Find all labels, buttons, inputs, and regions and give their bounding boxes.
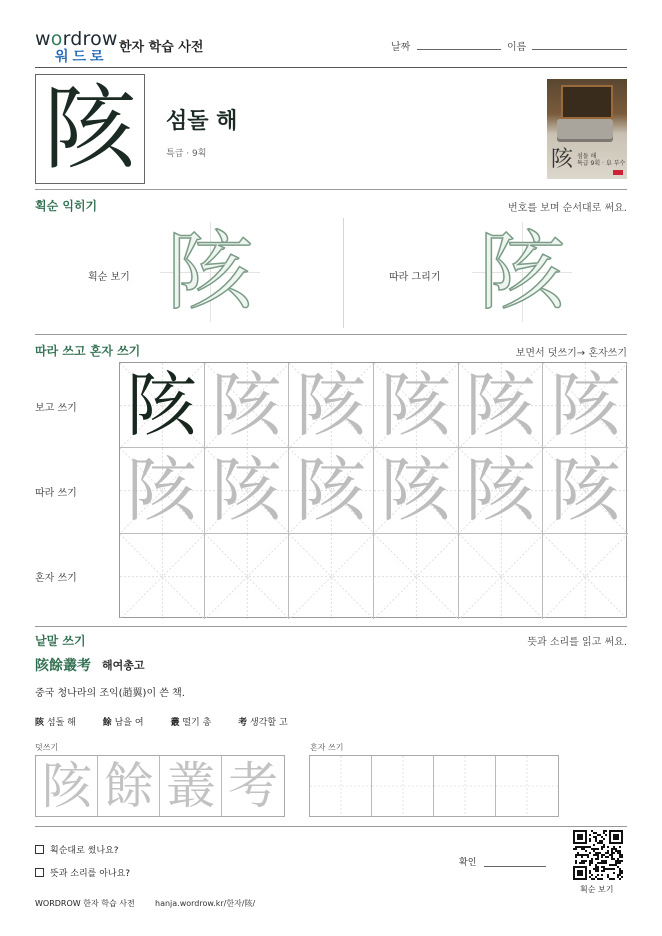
photo-caption-line: 특급 9획 · 阜 부수 [577,160,626,167]
writing-cell[interactable] [289,363,374,448]
photo-character: 陔 [551,147,574,172]
part-char: 叢 [170,718,180,728]
section-divider [35,189,627,190]
logo-subtext: 워드로 [55,49,108,65]
vocab-trace-cell[interactable] [98,756,160,816]
trace-character: 陔 [380,449,451,532]
cell-guide-lines [310,756,372,816]
trace-character: 陔 [465,364,536,446]
stroke-divider [343,218,344,328]
checklist-item-meaning[interactable] [35,866,130,879]
confirm-signature-line [484,866,546,867]
vocab-section-note: 뜻과 소리를 읽고 써요. [527,637,627,648]
vocab-trace-cell[interactable] [36,756,98,816]
checklist-text: 뜻과 소리를 아나요? [50,869,131,879]
date-label: 날짜 [391,42,411,53]
vocab-trace-char: 叢 [166,757,216,815]
name-label: 이름 [507,42,527,53]
stroke-trace-character: 陔 [479,222,565,322]
character-photo [547,79,627,179]
logo-text-part: o [50,28,63,50]
logo-text-part: rdrow [62,28,118,50]
cell-guide-lines [205,534,290,619]
part-meaning: 섬돌 해 [46,718,76,728]
writing-cell[interactable] [374,363,459,448]
trace-character: 陔 [211,449,282,532]
model-character: 陔 [126,364,197,446]
vocab-trace-cell[interactable] [160,756,222,816]
writing-grid [119,362,627,618]
writing-section-title: 따라 쓰고 혼자 쓰기 [35,344,141,358]
writing-cell[interactable] [205,363,290,448]
checklist-item-stroke-order[interactable] [35,843,119,856]
writing-cell[interactable] [120,448,205,533]
vocab-trace-char: 考 [228,757,278,815]
writing-cell[interactable] [374,448,459,533]
writing-cell[interactable] [543,448,628,533]
writing-cell[interactable] [289,448,374,533]
vocab-solo-cell[interactable] [310,756,372,816]
stroke-order-character: 陔 [167,222,253,322]
writing-cell[interactable] [543,363,628,448]
part-meaning: 떨기 총 [182,718,212,728]
trace-character: 陔 [550,364,621,446]
vocab-solo-cell[interactable] [496,756,558,816]
section-divider [35,334,627,335]
vocab-word: 陔餘叢考 [35,658,91,674]
date-field-line [417,49,501,50]
vocab-trace-cell[interactable] [222,756,284,816]
vocab-trace-box [35,755,285,817]
vocab-reading: 해여총고 [102,659,145,672]
checkbox[interactable] [35,868,44,877]
footer-url[interactable]: hanja.wordrow.kr/한자/陔/ [155,899,256,908]
trace-character: 陔 [550,449,621,532]
vocab-solo-cell[interactable] [372,756,434,816]
stroke-view-label: 획순 보기 [88,272,130,283]
vocab-trace-char: 餘 [104,757,154,815]
writing-cell[interactable] [205,534,290,619]
trace-character: 陔 [465,449,536,532]
row-label-see: 보고 쓰기 [35,403,77,414]
page-header [35,28,627,68]
writing-cell[interactable] [459,448,544,533]
writing-section-note: 보면서 덧쓰기→ 혼자쓰기 [515,348,627,359]
qr-code-icon[interactable] [573,830,623,880]
vocab-parts [35,715,312,728]
writing-cell[interactable] [205,448,290,533]
qr-label: 획순 보기 [580,885,614,894]
photo-caption-line: 섬돌 해 [577,153,597,160]
vocab-part [238,718,300,728]
vocab-solo-cell[interactable] [434,756,496,816]
trace-character: 陔 [126,449,197,532]
row-label-trace: 따라 쓰기 [35,488,77,499]
cell-guide-lines [434,756,496,816]
cell-guide-lines [496,756,558,816]
writing-cell[interactable] [543,534,628,619]
row-label-solo: 혼자 쓰기 [35,573,77,584]
logo-text-part: w [35,28,51,50]
vocab-part [103,718,156,728]
photo-stone-step [557,119,613,139]
photo-door-shape [561,85,613,119]
cell-guide-lines [374,534,459,619]
stroke-trace-box [472,222,572,322]
section-divider [35,626,627,627]
trace-character: 陔 [296,449,367,532]
cell-guide-lines [372,756,434,816]
vocab-part [170,718,223,728]
hero-character-box [35,74,145,184]
checklist-text: 획순대로 썼나요? [50,846,119,856]
section-divider [35,826,627,827]
part-meaning: 남을 여 [114,718,144,728]
vocab-definition: 중국 청나라의 조익(趙翼)이 쓴 책. [35,688,185,699]
writing-cell[interactable] [120,534,205,619]
hero-meta: 특급 · 9획 [166,149,207,159]
vocab-solo-box [309,755,559,817]
vocab-trace-char: 陔 [42,757,92,815]
stroke-trace-label: 따라 그리기 [389,272,441,283]
writing-cell[interactable] [120,363,205,448]
hero-name: 섬돌 해 [166,109,238,134]
stroke-section-note: 번호를 보며 순서대로 써요. [508,203,627,214]
photo-tag [613,170,623,175]
vocab-trace-label: 덧쓰기 [35,743,59,752]
part-meaning: 생각할 고 [250,718,288,728]
writing-cell[interactable] [374,534,459,619]
vocab-part [35,718,88,728]
cell-guide-lines [459,534,544,619]
vocab-section-title: 낱말 쓰기 [35,634,86,648]
part-char: 陔 [35,718,45,728]
part-char: 考 [238,718,248,728]
hero-character: 陔 [43,75,136,182]
cell-guide-lines [120,534,205,619]
vocab-solo-label: 혼자 쓰기 [310,743,344,752]
cell-guide-lines [543,534,628,619]
confirm-label: 확인 [459,858,477,868]
stroke-view-box [160,222,260,322]
photo-caption [577,153,625,167]
stroke-section-title: 획순 익히기 [35,199,98,213]
app-title: 한자 학습 사전 [119,40,204,55]
part-char: 餘 [102,718,112,728]
writing-cell[interactable] [289,534,374,619]
trace-character: 陔 [380,364,451,446]
name-field-line [532,49,627,50]
cell-guide-lines [289,534,374,619]
footer-brand: WORDROW 한자 학습 사전 [35,899,135,908]
checkbox[interactable] [35,845,44,854]
trace-character: 陔 [296,364,367,446]
trace-character: 陔 [211,364,282,446]
writing-cell[interactable] [459,363,544,448]
writing-cell[interactable] [459,534,544,619]
